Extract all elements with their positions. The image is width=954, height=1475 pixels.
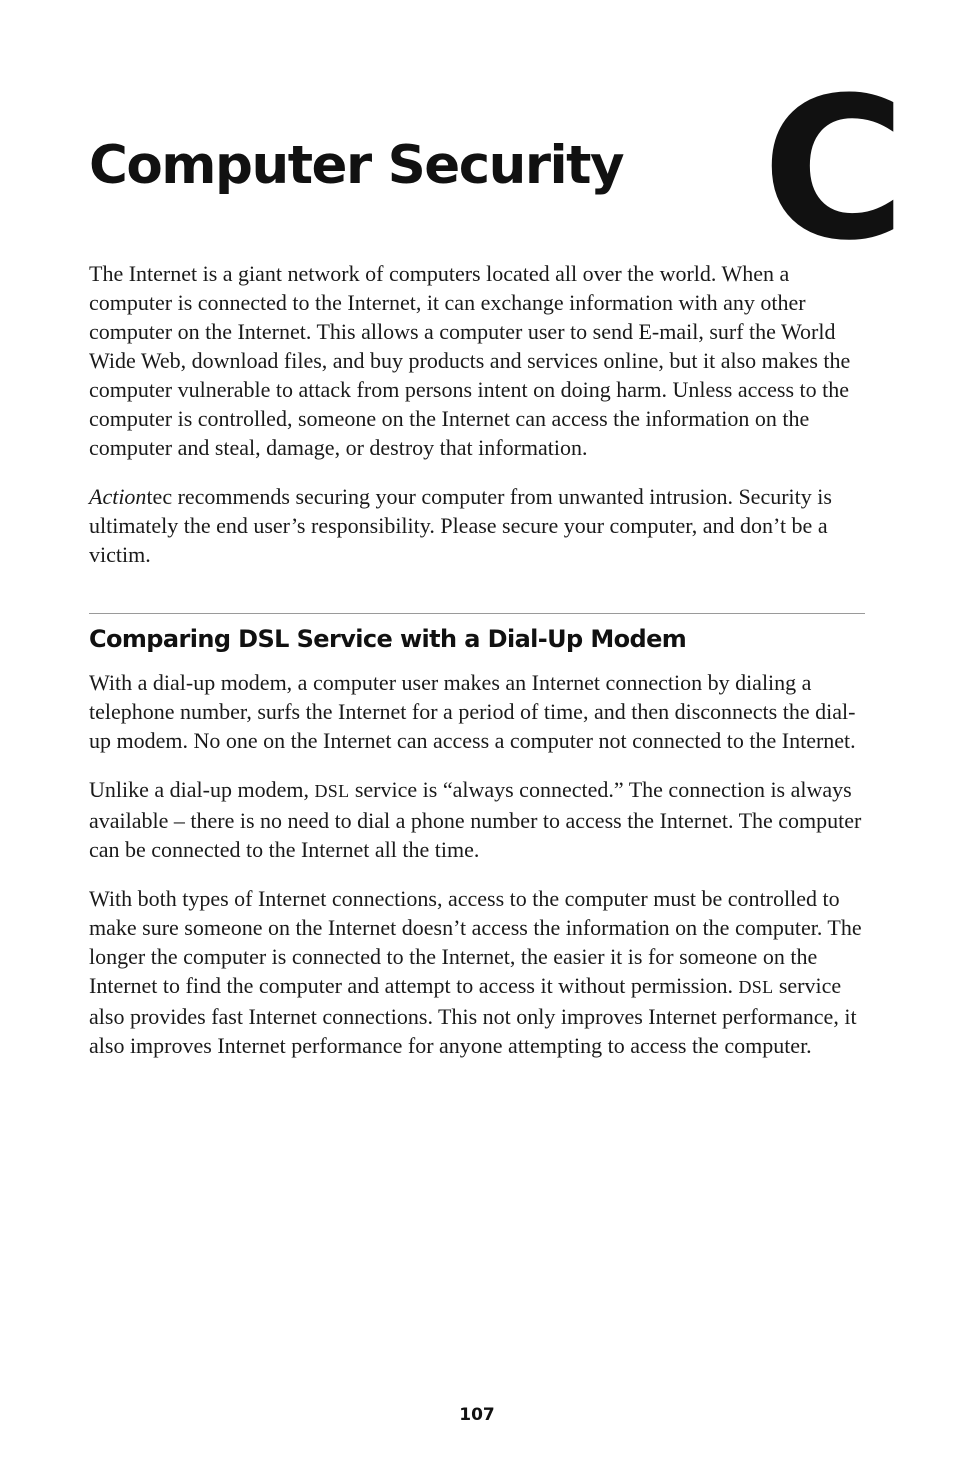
chapter-letter: C [762,56,902,284]
section-paragraph-3 [89,884,867,1060]
intro-paragraph-2-text: tec recommends securing your computer from unwanted intrusion. Security is ultimately the end user’s responsibility. Please secure your computer, and don’t be a victim. [89,484,832,567]
section-paragraph-3-start: With both types of Internet connections, access to the computer must be controlled to make sure someone on the Internet doesn’t access the information on the computer. The longer the computer is connected to the Internet, the easier it is for someone on the Internet to find the computer and attempt to access it without permission. [89,886,862,998]
section-paragraph-1: With a dial-up modem, a computer user makes an Internet connection by dialing a telephone number, surfs the Internet for a period of time, and then disconnects the dial-up modem. No one on the Internet can access a computer not connected to the Internet. [89,670,856,753]
intro-section [89,259,867,589]
section-paragraph-2-end: service is “always connected.” The connection is always available – there is no need to dial a phone number to access the Internet. The computer can be connected to the Internet all the time. [89,777,862,862]
section-paragraph-2-start: Unlike a dial-up modem, [89,777,315,802]
section-paragraph-3-end: service also provides fast Internet connections. This not only improves Internet performance, it also improves Internet performance for anyone attempting to access the computer. [89,973,857,1058]
section-paragraph-2 [89,775,867,864]
page-title: Computer Security [89,135,624,196]
section-heading: Comparing DSL Service with a Dial-Up Modem [89,625,687,653]
page-number: 107 [459,1405,495,1425]
intro-paragraph-2 [89,482,867,569]
dsl-abbreviation: DSL [314,781,350,801]
dsl-abbreviation: DSL [738,977,774,997]
section-body [89,668,867,1080]
section-divider [89,613,865,614]
brand-name-italic: Action [89,484,147,509]
intro-paragraph-1: The Internet is a giant network of computers located all over the world. When a computer is connected to the Internet, it can exchange information with any other computer on the Internet. This allows a computer user to send E-mail, surf the World Wide Web, download files, and buy products and services online, but it also makes the computer vulnerable to attack from persons intent on doing harm. Unless access to the computer is controlled, someone on the Internet can access the information on the computer and steal, damage, or destroy that information. [89,261,851,460]
